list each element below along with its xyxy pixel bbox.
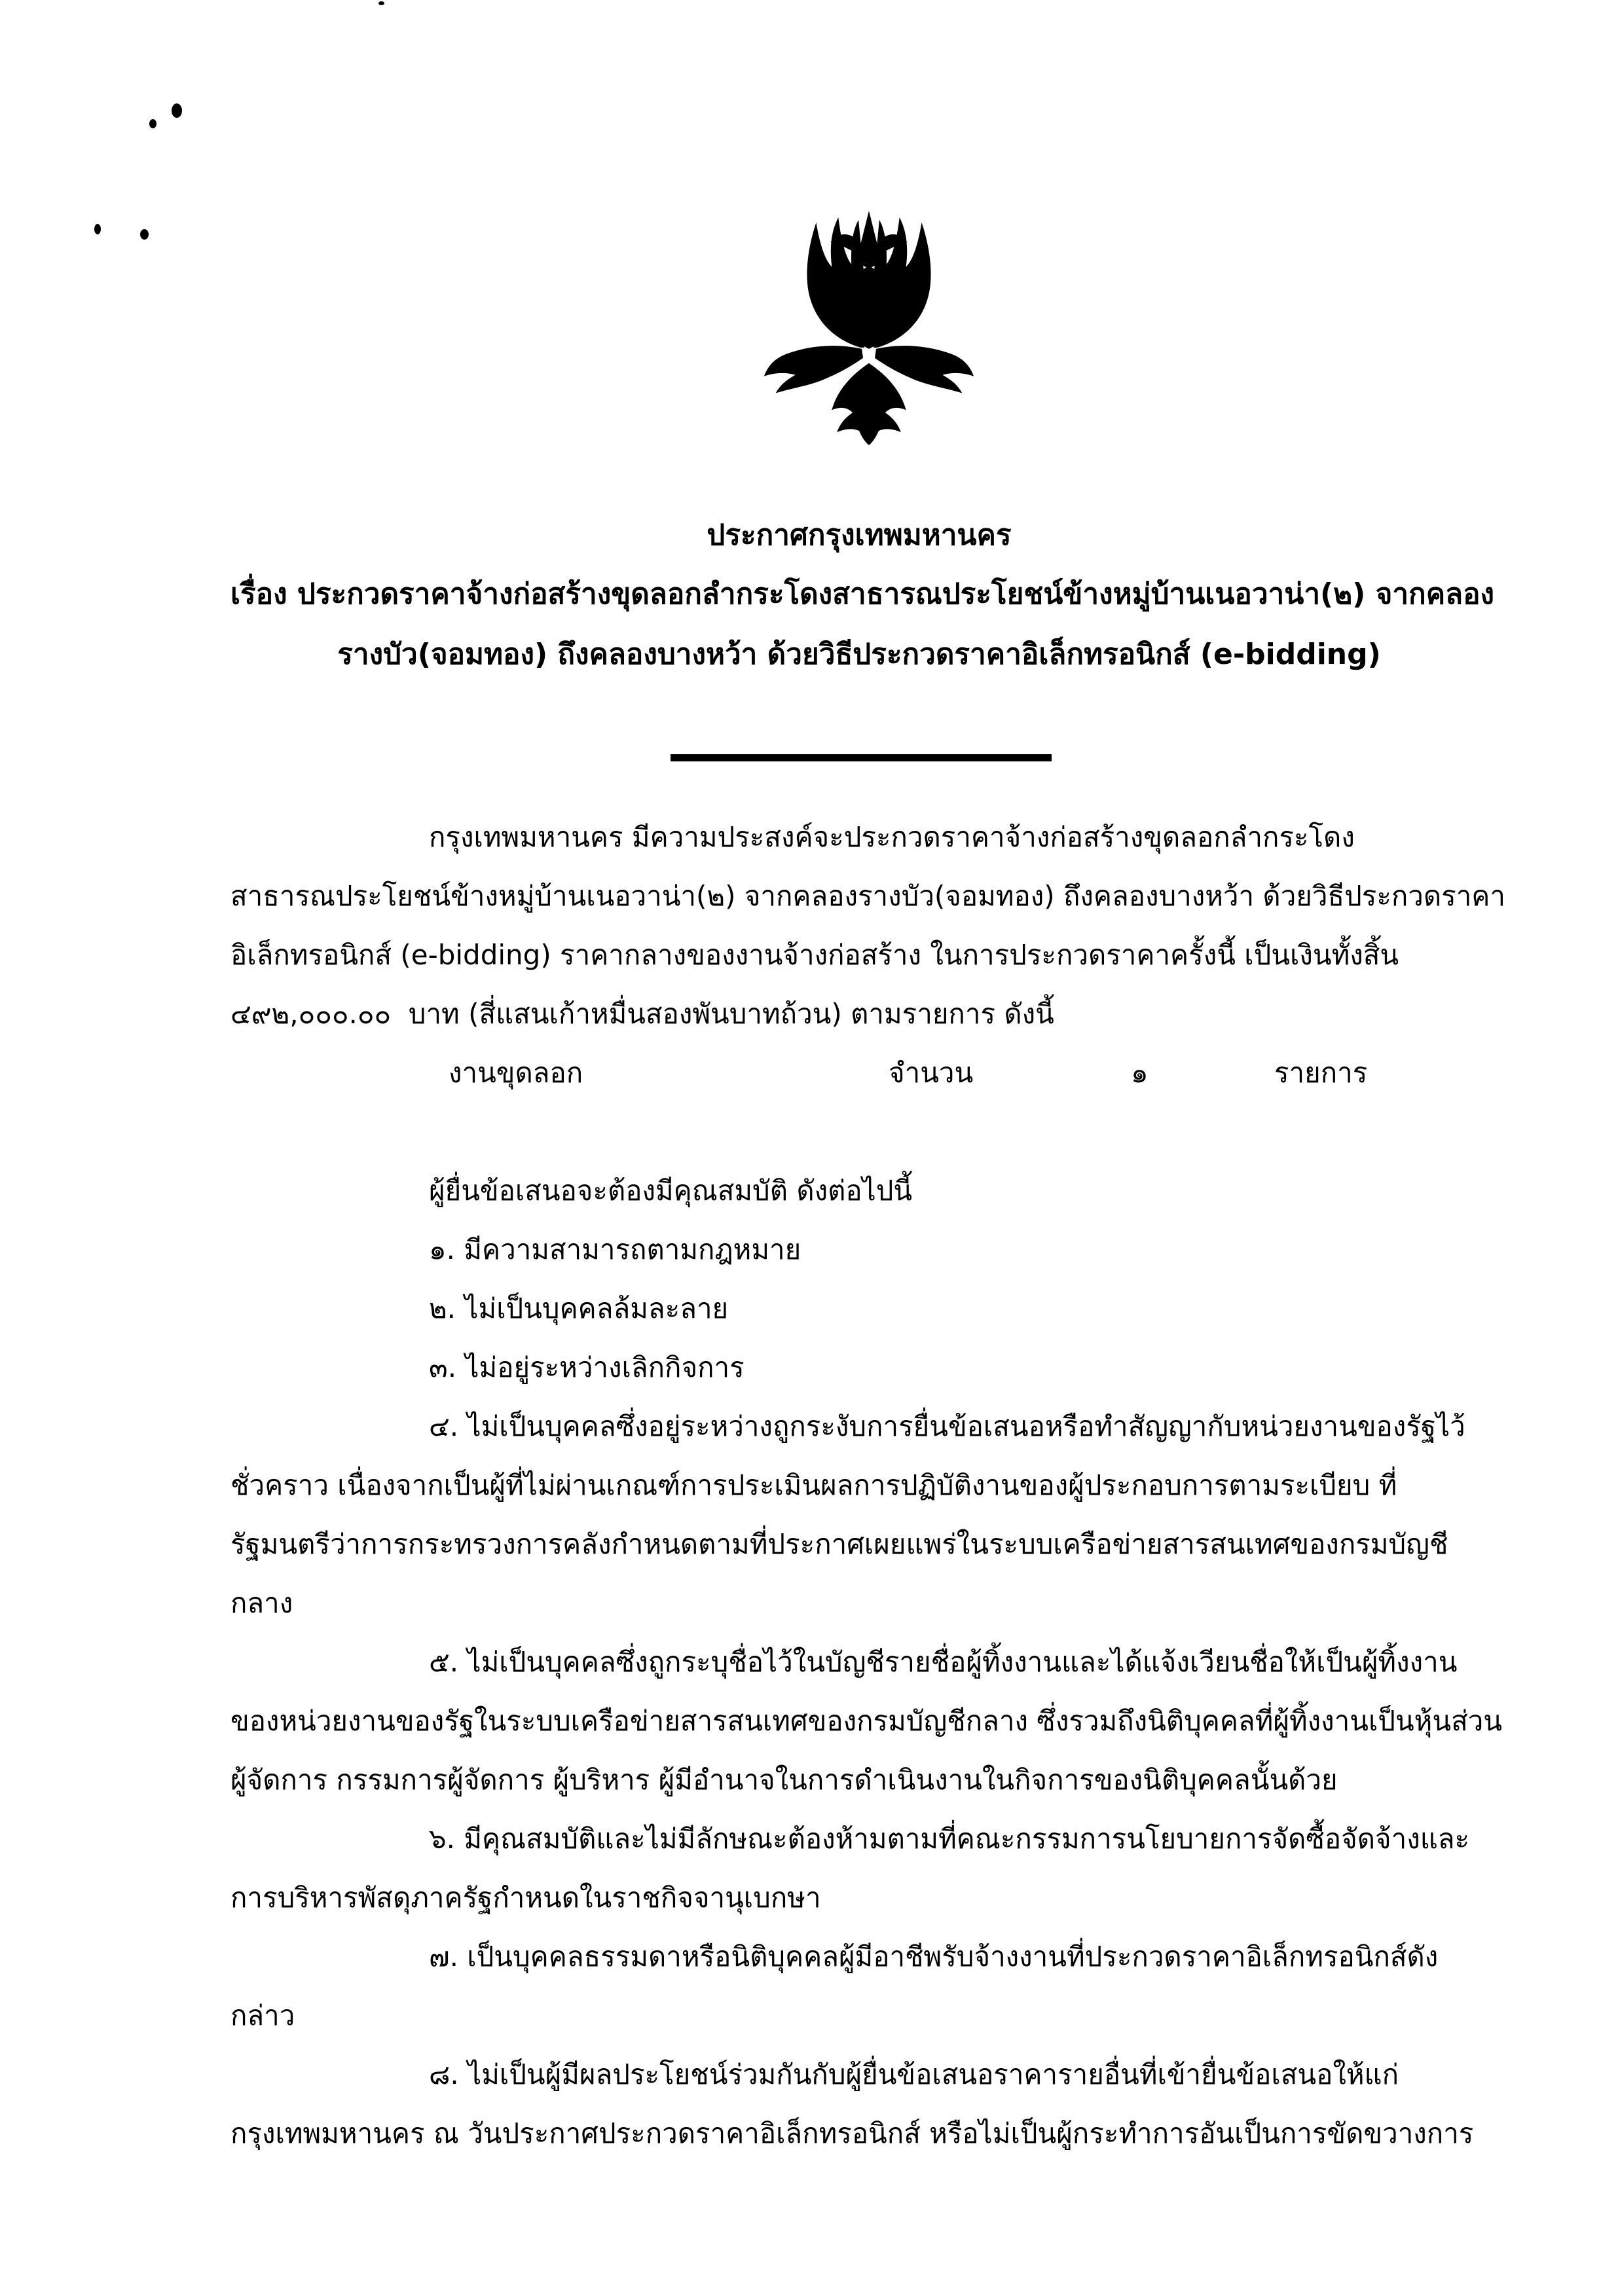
qualification-line: ของหน่วยงานของรัฐในระบบเครือข่ายสารสนเทศของกรมบัญชีกลาง ซึ่งรวมถึงนิติบุคคลที่ผู้ทิ้งงานเป็นหุ้นส่วน bbox=[230, 1705, 1503, 1737]
qualification-item: ๔. ไม่เป็นบุคคลซึ่งอยู่ระหว่างถูกระงับการยื่นข้อเสนอหรือทำสัญญากับหน่วยงานของรัฐไว้ bbox=[429, 1410, 1465, 1442]
scan-speck bbox=[378, 1, 384, 5]
scan-speck bbox=[149, 119, 156, 128]
page-title: ประกาศกรุงเทพมหานคร bbox=[707, 519, 1012, 552]
qualifications-intro: ผู้ยื่นข้อเสนอจะต้องมีคุณสมบัติ ดังต่อไปนี้ bbox=[429, 1175, 913, 1207]
item-name: งานขุดลอก bbox=[449, 1057, 583, 1089]
paragraph-line: สาธารณประโยชน์ข้างหมู่บ้านเนอวาน่า(๒) จากคลองรางบัว(จอมทอง) ถึงคลองบางหว้า ด้วยวิธีประกวดราคา bbox=[230, 880, 1505, 912]
qualification-line: กรุงเทพมหานคร ณ วันประกาศประกวดราคาอิเล็กทรอนิกส์ หรือไม่เป็นผู้กระทำการอันเป็นการขัดขวางการ bbox=[230, 2117, 1474, 2149]
item-quantity: ๑ bbox=[1131, 1057, 1149, 1089]
qualification-item: ๑. มีความสามารถตามกฎหมาย bbox=[429, 1233, 801, 1266]
qualification-item: ๖. มีคุณสมบัติและไม่มีลักษณะต้องห้ามตามที่คณะกรรมการนโยบายการจัดซื้อจัดจ้างและ bbox=[429, 1823, 1470, 1855]
paragraph-line: กรุงเทพมหานคร มีความประสงค์จะประกวดราคาจ้างก่อสร้างขุดลอกลำกระโดง bbox=[429, 821, 1355, 853]
item-quantity-label: จำนวน bbox=[889, 1057, 974, 1089]
scan-speck bbox=[94, 224, 101, 234]
subject-line-1: เรื่อง ประกวดราคาจ้างก่อสร้างขุดลอกลำกระโดงสาธารณประโยชน์ข้างหมู่บ้านเนอวาน่า(๒) จากคลอง bbox=[230, 577, 1495, 611]
scan-speck bbox=[172, 103, 182, 118]
qualification-item: ๓. ไม่อยู่ระหว่างเลิกกิจการ bbox=[429, 1351, 745, 1383]
qualification-line: ชั่วคราว เนื่องจากเป็นผู้ที่ไม่ผ่านเกณฑ์การประเมินผลการปฏิบัติงานของผู้ประกอบการตามระเบียบ ที่ bbox=[230, 1469, 1397, 1501]
qualification-item: ๘. ไม่เป็นผู้มีผลประโยชน์ร่วมกันกับผู้ยื่นข้อเสนอราคารายอื่นที่เข้ายื่นข้อเสนอให้แก่ bbox=[429, 2058, 1399, 2090]
item-unit: รายการ bbox=[1274, 1057, 1368, 1089]
paragraph-line: ๔๙๒,๐๐๐.๐๐ บาท (สี่แสนเก้าหมื่นสองพันบาทถ้วน) ตามรายการ ดังนี้ bbox=[230, 998, 1054, 1030]
qualification-line: กล่าว bbox=[230, 1999, 295, 2032]
qualification-line: กลาง bbox=[230, 1587, 293, 1619]
header-divider-rule bbox=[671, 754, 1052, 761]
qualification-line: การบริหารพัสดุภาครัฐกำหนดในราชกิจจานุเบกษา bbox=[230, 1882, 821, 1914]
qualification-line: รัฐมนตรีว่าการกระทรวงการคลังกำหนดตามที่ประกาศเผยแพร่ในระบบเครือข่ายสารสนเทศของกรมบัญชี bbox=[230, 1528, 1448, 1560]
qualification-item: ๗. เป็นบุคคลธรรมดาหรือนิติบุคคลผู้มีอาชีพรับจ้างงานที่ประกวดราคาอิเล็กทรอนิกส์ดัง bbox=[429, 1941, 1439, 1973]
qualification-item: ๕. ไม่เป็นบุคคลซึ่งถูกระบุชื่อไว้ในบัญชีรายชื่อผู้ทิ้งงานและได้แจ้งเวียนชื่อให้เป็นผู้ทิ้งงาน bbox=[429, 1646, 1458, 1678]
scan-speck bbox=[140, 229, 149, 240]
paragraph-line: อิเล็กทรอนิกส์ (e-bidding) ราคากลางของงานจ้างก่อสร้าง ในการประกวดราคาครั้งนี้ เป็นเงินทั้งสิ้น bbox=[230, 939, 1399, 971]
qualification-item: ๒. ไม่เป็นบุคคลล้มละลาย bbox=[429, 1292, 729, 1324]
garuda-emblem-icon bbox=[761, 211, 977, 445]
qualification-line: ผู้จัดการ กรรมการผู้จัดการ ผู้บริหาร ผู้มีอำนาจในการดำเนินงานในกิจการของนิติบุคคลนั้นด้วย bbox=[230, 1764, 1338, 1796]
subject-line-2: รางบัว(จอมทอง) ถึงคลองบางหว้า ด้วยวิธีประกวดราคาอิเล็กทรอนิกส์ (e-bidding) bbox=[337, 638, 1381, 671]
